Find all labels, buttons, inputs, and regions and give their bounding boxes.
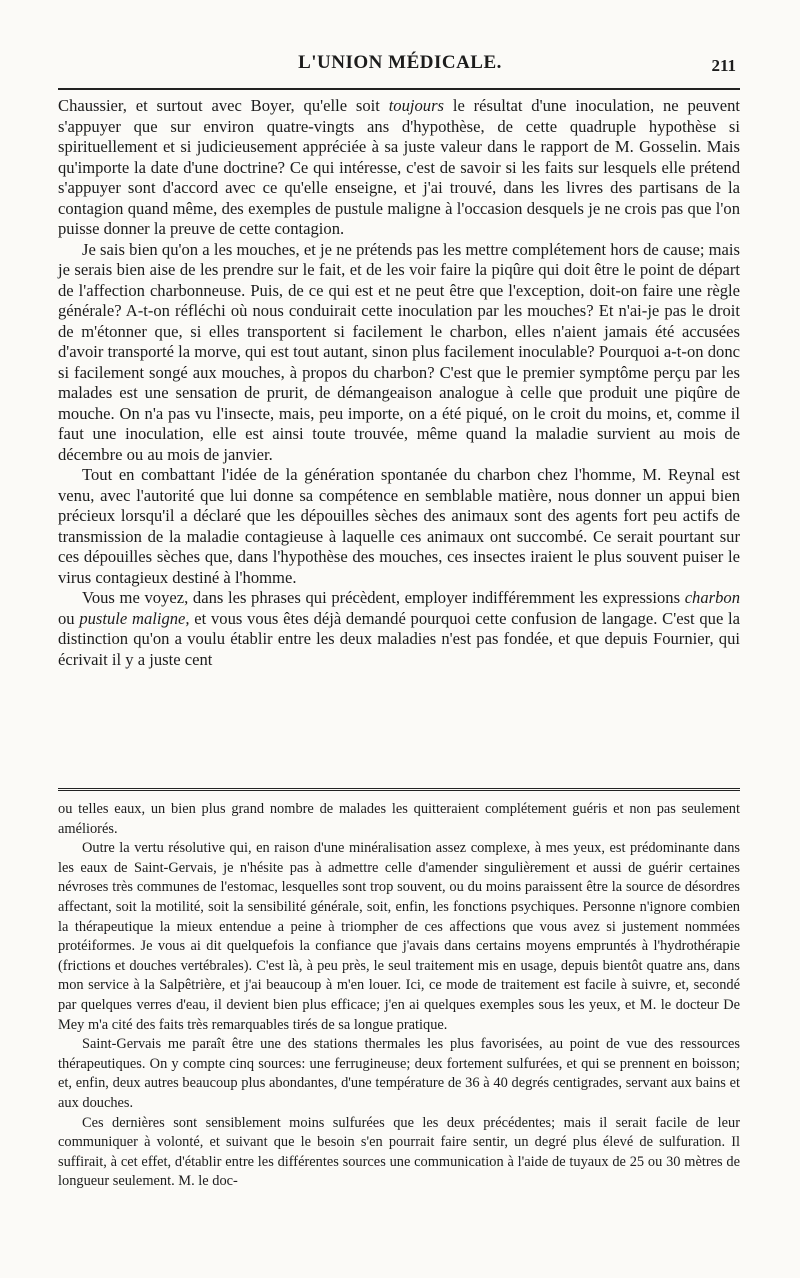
page-header — [60, 52, 740, 82]
feuilleton-paragraph-3: Saint-Gervais me paraît être une des stations thermales les plus favorisées, au point de vue des ressources thérapeutiques. On y compte cinq sources: une ferrugineuse; deux fortement sulfurées, et qui se prennent en boisson; et, enfin, deux autres beaucoup plus abondantes, d'une température de 36 à 40 degrés centigrades, servant aux bains et aux douches. — [58, 1036, 740, 1111]
text-run: le résultat d'une inoculation, ne peuvent s'appuyer que sur environ quatre-vingts ans d'hypothèse, de cette quadruple hypothèse si spirituellement et si judicieusement appréciée à sa juste valeur dans le rapport de M. Gosselin. Mais qu'importe la date d'une doctrine? Ce qui intéresse, c'est de savoir si les faits sur lesquels elle prétend s'appuyer sont d'accord avec ce qu'elle enseigne, et j'ai trouvé, dans les livres des partisans de la contagion quand même, des exemples de pustule maligne à l'occasion desquels je ne crois pas que l'on puisse donner la preuve de cette contagion. — [58, 96, 740, 238]
text-run: Vous me voyez, dans les phrases qui précèdent, employer indifféremment les expressions — [82, 588, 685, 607]
feuilleton-separator-rule — [58, 788, 740, 791]
main-article-text — [58, 96, 740, 670]
feuilleton-paragraph-4: Ces dernières sont sensiblement moins sulfurées que les deux précédentes; mais il serait facile de leur communiquer à volonté, et suivant que le besoin s'en pourrait faire sentir, un degré plus élevé de sulfuration. Il suffirait, à cet effet, d'établir entre les différentes sources une communication à l'aide de tuyaux de 25 ou 30 mètres de longueur seulement. M. le doc- — [58, 1114, 740, 1190]
journal-title: L'UNION MÉDICALE. — [298, 52, 502, 73]
page-number: 211 — [711, 56, 736, 75]
italic-run: toujours — [388, 96, 445, 115]
feuilleton-paragraph-1: ou telles eaux, un bien plus grand nombre de malades les quitteraient complétement guéris et non pas seulement améliorés. — [58, 801, 740, 837]
text-run: et vous vous êtes déjà demandé pourquoi cette confusion de langage. C'est que la distinction qu'on a voulu établir entre les deux maladies n'est pas fondée, et que depuis Fournier, qui écrivait il y a juste cent — [58, 608, 740, 669]
header-rule — [58, 88, 740, 90]
feuilleton-paragraph-2: Outre la vertu résolutive qui, en raison d'une minéralisation assez complexe, à mes yeux, est prédominante dans les eaux de Saint-Gervais, je n'hésite pas à admettre celle d'amender singulièrement et aussi de guérir certaines névroses très communes de l'estomac, lesquelles sont trop souvent, ou du moins paraissent être la source de désordres affectant, soit la motilité, soit la sensibilité générale, soit, enfin, les fonctions psychiques. Personne n'ignore combien la thérapeutique la mieux entendue a peine à triompher de ces affections que vous avez si justement nommées protéiformes. Je vous ai dit quelquefois la confiance que j'avais dans certains moyens empruntés à l'hydrothérapie (frictions et douches vertébrales). C'est là, à peu près, le seul traitement mis en usage, depuis bientôt quatre ans, dans mon service à la Salpêtrière, et j'ai beaucoup à m'en louer. Ici, ce mode de traitement est facile à suivre, et, secondé par quelques verres d'eau, il devient bien plus efficace; j'en ai quelques exemples sous les yeux, et M. le docteur De Mey m'a cité des faits très remarquables tirés de sa longue pratique. — [58, 840, 740, 1033]
italic-run: pustule maligne, — [79, 608, 190, 628]
feuilleton-text — [58, 800, 740, 1192]
main-paragraph-1 — [58, 96, 740, 240]
text-run: Chaussier, et surtout avec Boyer, qu'elle soit — [58, 96, 389, 115]
italic-run: charbon — [684, 588, 740, 607]
text-run: ou — [58, 608, 80, 628]
main-paragraph-3: Tout en combattant l'idée de la génération spontanée du charbon chez l'homme, M. Reynal est venu, avec l'autorité que lui donne sa compétence en semblable matière, nous donner un appui bien précieux lorsqu'il a déclaré que les dépouilles sèches des animaux sont des agents fort peu actifs de transmission de la maladie contagieuse à laquelle ces animaux ont succombé. Ce serait pourtant sur ces dépouilles sèches que, dans l'hypothèse des mouches, ces insectes iraient le plus souvent puiser le virus contagieux destiné à l'homme. — [58, 465, 740, 587]
main-paragraph-4 — [58, 588, 740, 670]
main-paragraph-2: Je sais bien qu'on a les mouches, et je ne prétends pas les mettre complétement hors de cause; mais je serais bien aise de les prendre sur le fait, et de les voir faire la piqûre qui doit être le point de départ de l'affection charbonneuse. Puis, de ce qui est et ne peut être que l'exception, doit-on faire une règle générale? A-t-on réfléchi où nous conduirait cette inoculation par les mouches? Et n'ai-je pas le droit de m'étonner que, si elles transportent si facilement le charbon, elles n'aient jamais été accusées d'avoir transporté la morve, qui est tout autant, sinon plus facilement inoculable? Pourquoi a-t-on donc si facilement songé aux mouches, à propos du charbon? C'est que le premier symptôme perçu par les malades est une sensation de prurit, de démangeaison analogue à celle que produit une piqûre de mouche. On n'a pas vu l'insecte, mais, peu importe, on a été piqué, on le croit du moins, et, comme il faut une inoculation, elle est ainsi toute trouvée, même quand la maladie survient au mois de décembre ou au mois de janvier. — [58, 239, 740, 464]
